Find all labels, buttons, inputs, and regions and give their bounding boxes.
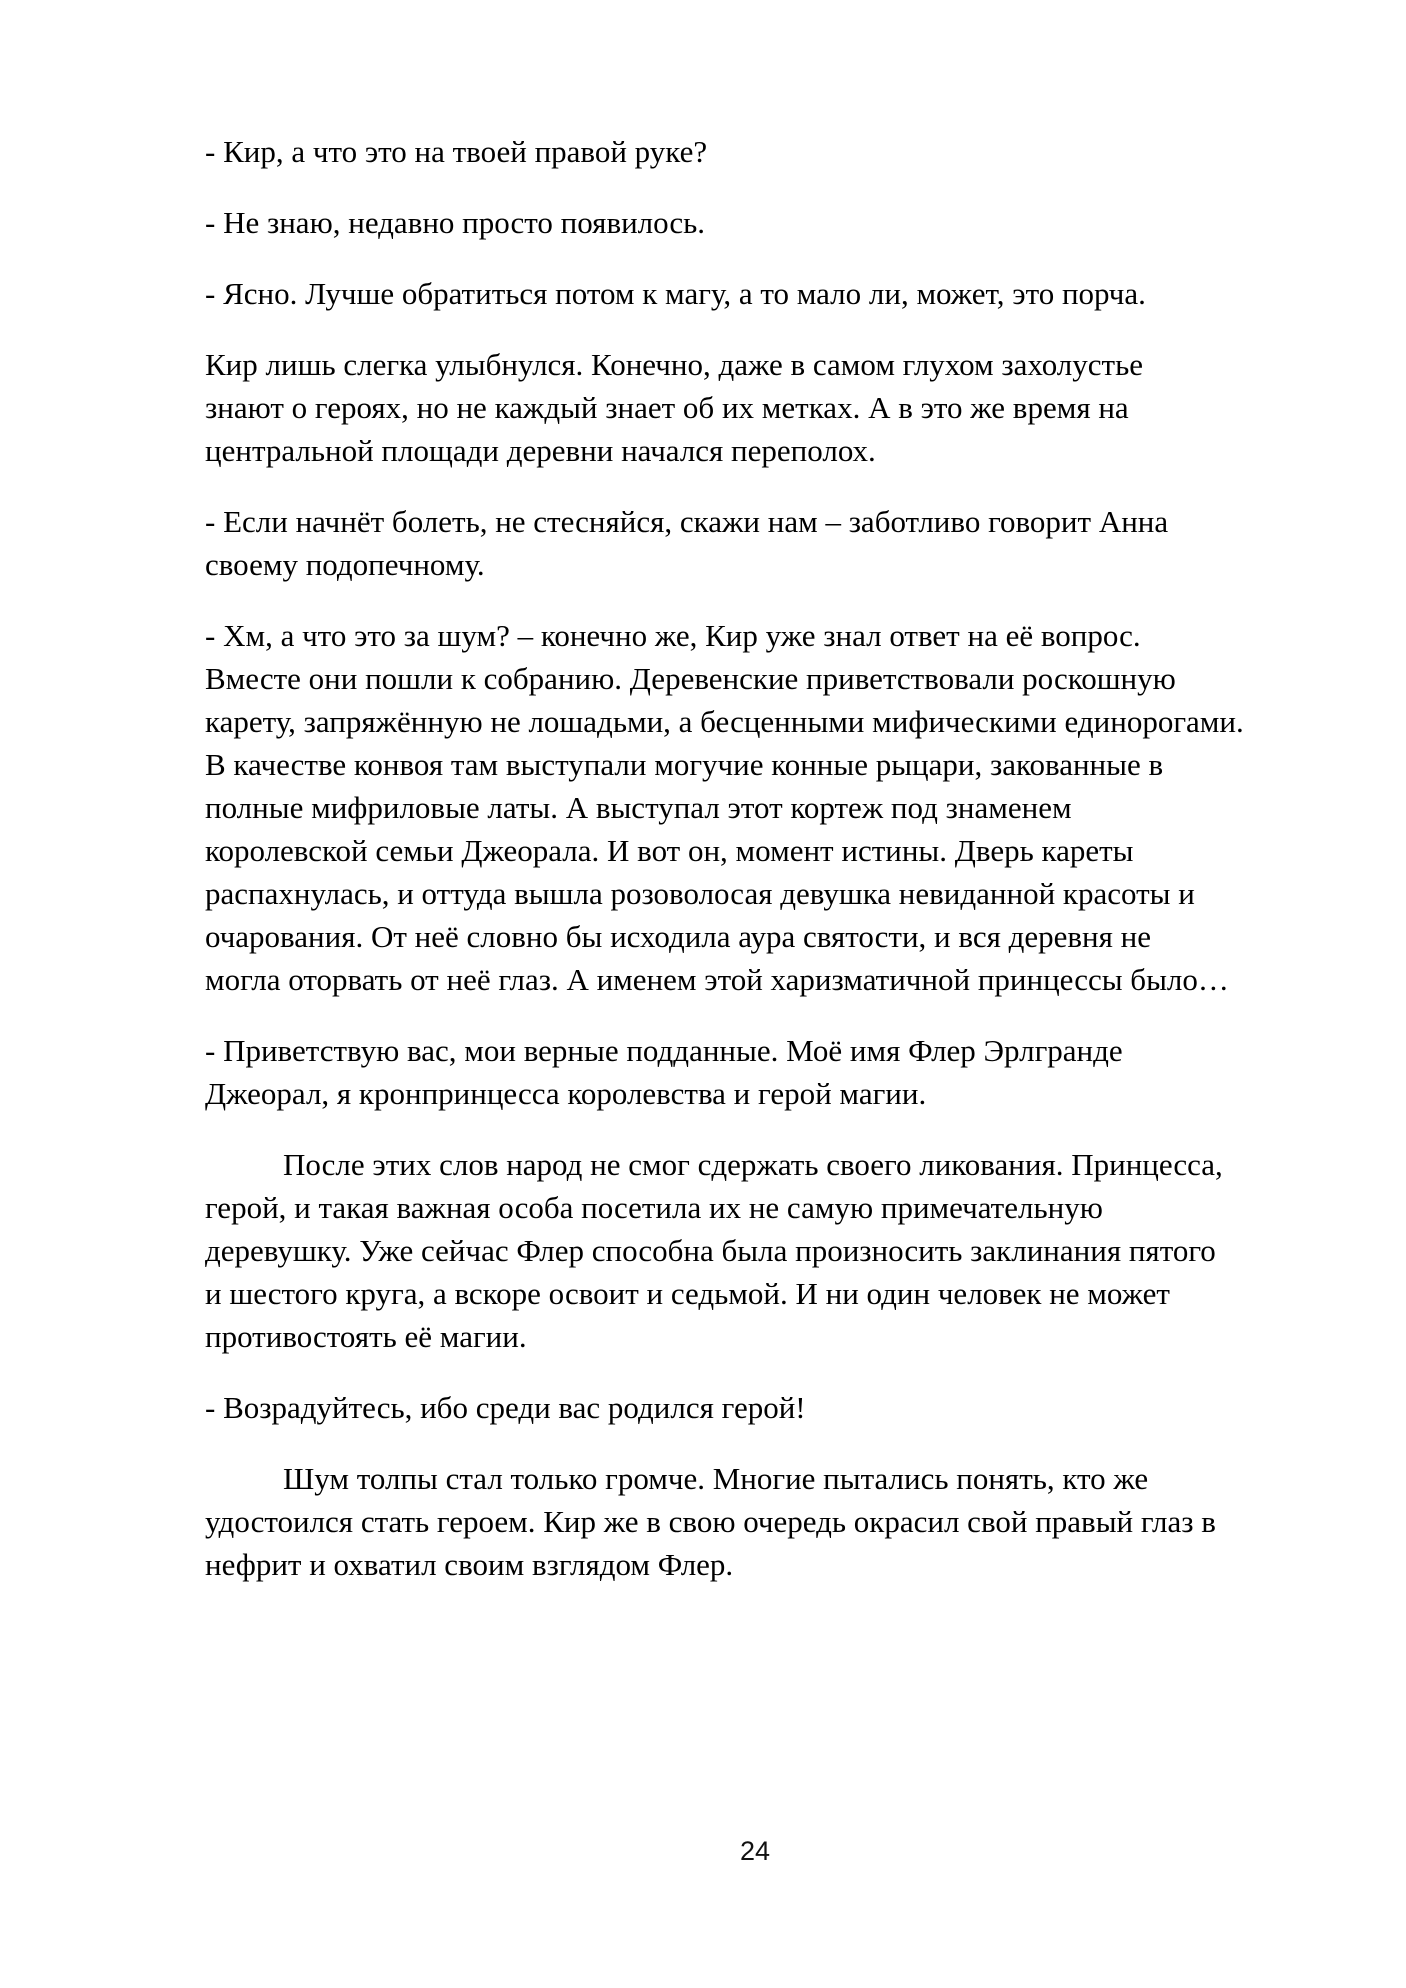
text-line: Кир лишь слегка улыбнулся. Конечно, даже в самом глухом захолустье	[205, 347, 1143, 382]
text-line: своему подопечному.	[205, 547, 485, 582]
text-line: центральной площади деревни начался переполох.	[205, 433, 876, 468]
text-line: королевской семьи Джеорала. И вот он, момент истины. Дверь кареты	[205, 833, 1134, 868]
text-line: герой, и такая важная особа посетила их не самую примечательную	[205, 1190, 1103, 1225]
paragraph	[205, 343, 1315, 472]
text-line: - Кир, а что это на твоей правой руке?	[205, 134, 708, 169]
text-line: - Если начнёт болеть, не стесняйся, скажи нам – заботливо говорит Анна	[205, 504, 1169, 539]
text-line: могла оторвать от неё глаз. А именем этой харизматичной принцессы было…	[205, 962, 1229, 997]
paragraph	[205, 1029, 1315, 1115]
text-line: - Ясно. Лучше обратиться потом к магу, а то мало ли, может, это порча.	[205, 276, 1146, 311]
paragraph	[205, 130, 1315, 173]
paragraph	[205, 500, 1315, 586]
text-line: - Приветствую вас, мои верные подданные. Моё имя Флер Эрлгранде	[205, 1033, 1123, 1068]
text-line: Джеорал, я кронпринцесса королевства и герой магии.	[205, 1076, 927, 1111]
text-line: Вместе они пошли к собранию. Деревенские приветствовали роскошную	[205, 661, 1176, 696]
paragraph	[205, 1457, 1315, 1586]
paragraph	[205, 201, 1315, 244]
text-line: карету, запряжённую не лошадьми, а бесценными мифическими единорогами.	[205, 704, 1244, 739]
text-line: и шестого круга, а вскоре освоит и седьмой. И ни один человек не может	[205, 1276, 1170, 1311]
text-line: удостоился стать героем. Кир же в свою очередь окрасил свой правый глаз в	[205, 1504, 1216, 1539]
text-line: очарования. От неё словно бы исходила аура святости, и вся деревня не	[205, 919, 1151, 954]
text-line: - Не знаю, недавно просто появилось.	[205, 205, 706, 240]
text-line: В качестве конвоя там выступали могучие конные рыцари, закованные в	[205, 747, 1164, 782]
text-line: Шум толпы стал только громче. Многие пытались понять, кто же	[283, 1461, 1149, 1496]
paragraph	[205, 1143, 1315, 1358]
page-number: 24	[739, 1836, 771, 1866]
text-line: - Хм, а что это за шум? – конечно же, Кир уже знал ответ на её вопрос.	[205, 618, 1141, 653]
page-content	[205, 130, 1315, 1614]
text-line: знают о героях, но не каждый знает об их метках. А в это же время на	[205, 390, 1129, 425]
text-line: противостоять её магии.	[205, 1319, 527, 1354]
text-line: полные мифриловые латы. А выступал этот кортеж под знаменем	[205, 790, 1072, 825]
text-line: После этих слов народ не смог сдержать своего ликования. Принцесса,	[283, 1147, 1223, 1182]
text-line: деревушку. Уже сейчас Флер способна была произносить заклинания пятого	[205, 1233, 1216, 1268]
text-line: распахнулась, и оттуда вышла розоволосая девушка невиданной красоты и	[205, 876, 1195, 911]
text-line: - Возрадуйтесь, ибо среди вас родился герой!	[205, 1390, 806, 1425]
paragraph	[205, 614, 1315, 1001]
text-line: нефрит и охватил своим взглядом Флер.	[205, 1547, 734, 1582]
paragraph	[205, 272, 1315, 315]
paragraph	[205, 1386, 1315, 1429]
